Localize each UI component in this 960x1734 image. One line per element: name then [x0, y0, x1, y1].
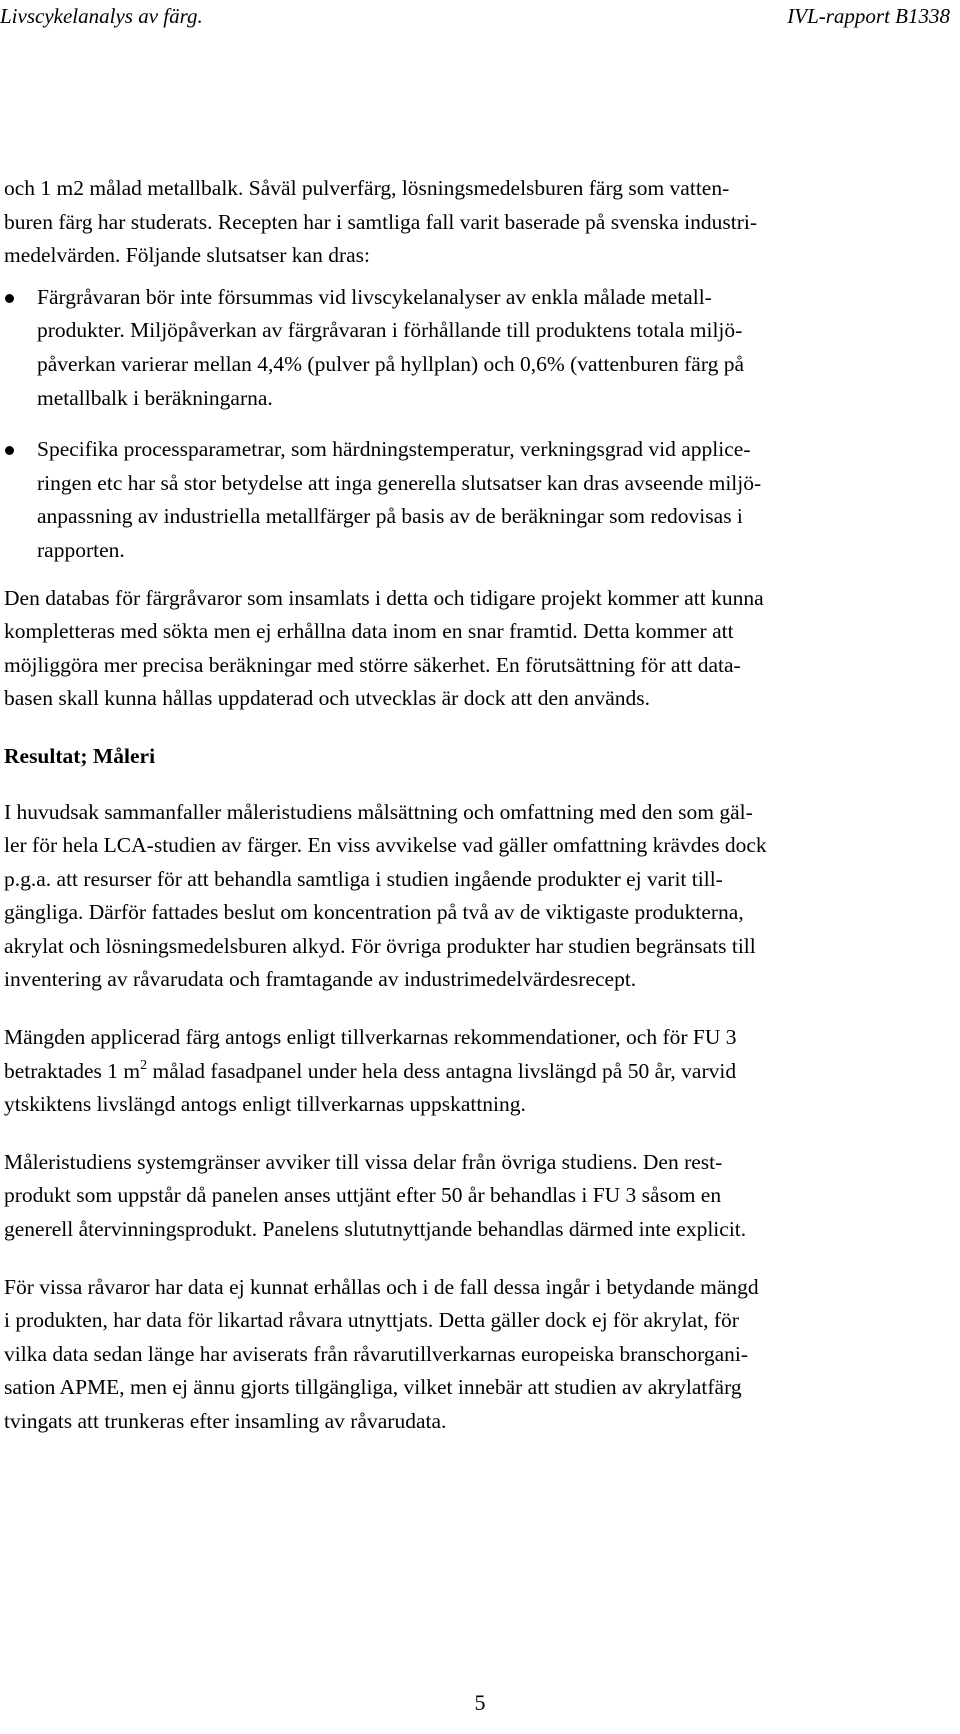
- section-heading: Resultat; Måleri: [4, 743, 156, 768]
- databas-paragraph: [4, 582, 954, 716]
- text-line: anpassning av industriella metallfärger på basis av de beräkningar som redovisas i: [37, 504, 743, 529]
- text-line: vilka data sedan länge har aviserats från råvarutillverkarnas europeiska branschorgani-: [4, 1341, 749, 1366]
- text-line: ytskiktens livslängd antogs enligt tillverkarnas uppskattning.: [4, 1092, 526, 1117]
- text-line: i produkten, har data för likartad råvara utnyttjats. Detta gäller dock ej för akrylat, för: [4, 1308, 739, 1333]
- text-line: medelvärden. Följande slutsatser kan dras:: [4, 243, 370, 268]
- text-line: basen skall kunna hållas uppdaterad och utvecklas är dock att den används.: [4, 686, 650, 711]
- text-line: I huvudsak sammanfaller måleristudiens målsättning och omfattning med den som gäl-: [4, 799, 753, 824]
- text-line: gängliga. Därför fattades beslut om koncentration på två av de viktigaste produkterna,: [4, 900, 744, 925]
- text-line: påverkan varierar mellan 4,4% (pulver på hyllplan) och 0,6% (vattenburen färg på: [37, 351, 745, 376]
- page-number: 5: [474, 1690, 486, 1715]
- huvudsak-paragraph: [4, 796, 954, 998]
- text-line: p.g.a. att resurser för att behandla samtliga i studien ingående produkter ej varit till-: [4, 866, 723, 891]
- text-line: målad fasadpanel under hela dess antagna livslängd på 50 år, varvid: [147, 1058, 737, 1083]
- text-line: rapporten.: [37, 537, 125, 562]
- text-line: möjliggöra mer precisa beräkningar med större säkerhet. En förutsättning för att data-: [4, 652, 741, 677]
- text-line: Specifika processparametrar, som härdningstemperatur, verkningsgrad vid applice-: [37, 437, 751, 462]
- systemgranser-paragraph: [4, 1146, 954, 1247]
- mangden-paragraph: [4, 1021, 954, 1122]
- text-line: inventering av råvarudata och framtagande av industrimedelvärdesrecept.: [4, 967, 637, 992]
- text-line: buren färg har studerats. Recepten har i samtliga fall varit baserade på svenska industri-: [4, 209, 758, 234]
- superscript: 2: [140, 1057, 148, 1073]
- bullet-icon: [5, 294, 14, 303]
- list-item: [4, 281, 954, 415]
- text-line: ler för hela LCA-studien av färger. En viss avvikelse vad gäller omfattning krävdes dock: [4, 833, 767, 858]
- text-line: För vissa råvaror har data ej kunnat erhållas och i de fall dessa ingår i betydande mängd: [4, 1274, 759, 1299]
- text-line: ringen etc har så stor betydelse att inga generella slutsatser kan dras avseende miljö-: [37, 470, 762, 495]
- text-line: Mängden applicerad färg antogs enligt tillverkarnas rekommendationer, och för FU 3: [4, 1025, 737, 1050]
- report-title: Livscykelanalys av färg.: [0, 4, 203, 28]
- report-number: IVL-rapport B1338: [787, 4, 950, 28]
- text-line: tvingats att trunkeras efter insamling av råvarudata.: [4, 1409, 447, 1433]
- text-line: produkt som uppstår då panelen anses uttjänt efter 50 år behandlas i FU 3 såsom en: [4, 1183, 722, 1208]
- text-line: och 1 m2 målad metallbalk. Såväl pulverfärg, lösningsmedelsburen färg som vatten-: [4, 176, 730, 200]
- ravaror-paragraph: [4, 1271, 954, 1439]
- conclusions-list: [4, 281, 954, 568]
- text-line: kompletteras med sökta men ej erhållna data inom en snar framtid. Detta kommer att: [4, 619, 734, 644]
- text-line: metallbalk i beräkningarna.: [37, 385, 273, 410]
- text-line: Måleristudiens systemgränser avviker till vissa delar från övriga studiens. Den rest-: [4, 1149, 723, 1174]
- text-line: Den databas för färgråvaror som insamlats i detta och tidigare projekt kommer att kunna: [4, 585, 764, 610]
- page-header: [0, 4, 960, 44]
- document-body: [4, 172, 954, 1439]
- text-line: betraktades 1 m: [4, 1058, 141, 1083]
- intro-paragraph: [4, 172, 954, 273]
- text-line: produkter. Miljöpåverkan av färgråvaran i förhållande till produktens totala miljö-: [37, 318, 743, 343]
- text-line: generell återvinningsprodukt. Panelens slututnyttjande behandlas därmed inte explicit.: [4, 1217, 747, 1242]
- text-line: sation APME, men ej ännu gjorts tillgängliga, vilket innebär att studien av akrylatfärg: [4, 1375, 742, 1400]
- list-item: [4, 433, 954, 567]
- bullet-icon: [5, 446, 14, 455]
- text-line: akrylat och lösningsmedelsburen alkyd. För övriga produkter har studien begränsats till: [4, 933, 756, 958]
- text-line: Färgråvaran bör inte försummas vid livscykelanalyser av enkla målade metall-: [37, 284, 712, 309]
